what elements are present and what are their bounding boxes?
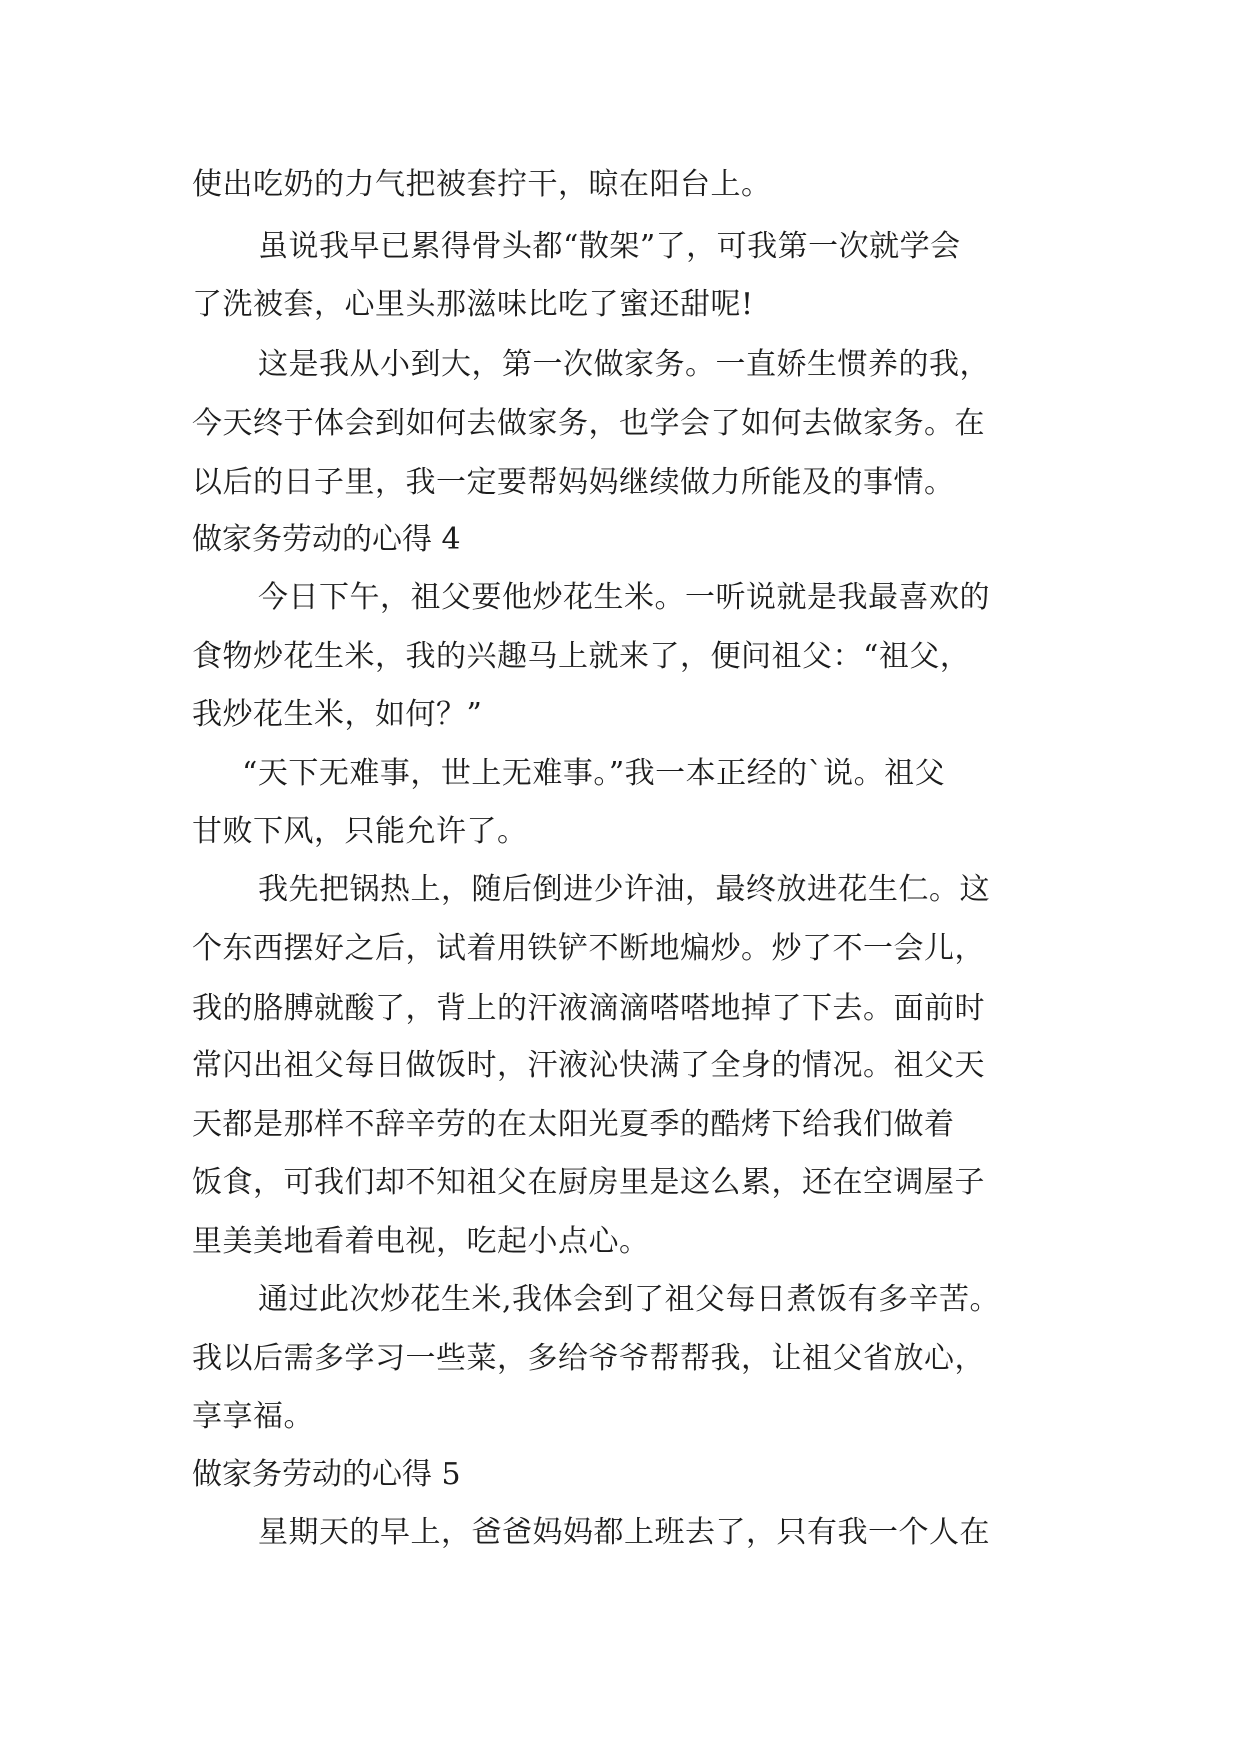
paragraph-line: 个东西摆好之后，试着用铁铲不断地煸炒。炒了不一会儿， xyxy=(192,931,985,966)
section-heading: 做家务劳动的心得 5 xyxy=(192,1457,461,1492)
paragraph-line: 通过此次炒花生米,我体会到了祖父每日煮饭有多辛苦。 xyxy=(258,1282,1001,1317)
paragraph-line: 甘败下风，只能允许了。 xyxy=(192,814,528,849)
paragraph-line: 我炒花生米，如何？” xyxy=(192,697,483,732)
paragraph-line: 常闪出祖父每日做饭时，汗液沁快满了全身的情况。祖父天 xyxy=(192,1048,985,1083)
paragraph-line: 今天终于体会到如何去做家务，也学会了如何去做家务。在 xyxy=(192,406,985,441)
paragraph-line: 了洗被套，心里头那滋味比吃了蜜还甜呢! xyxy=(192,287,754,322)
paragraph-line: 以后的日子里，我一定要帮妈妈继续做力所能及的事情。 xyxy=(192,465,955,500)
paragraph-line: 今日下午，祖父要他炒花生米。一听说就是我最喜欢的 xyxy=(258,580,990,615)
paragraph-line: 我先把锅热上，随后倒进少许油，最终放进花生仁。这 xyxy=(258,872,990,907)
paragraph-line: 星期天的早上，爸爸妈妈都上班去了，只有我一个人在 xyxy=(258,1515,990,1550)
paragraph-line: 里美美地看着电视，吃起小点心。 xyxy=(192,1224,650,1259)
paragraph-line: “天下无难事，世上无难事。”我一本正经的`说。祖父 xyxy=(242,756,946,791)
section-heading: 做家务劳动的心得 4 xyxy=(192,522,461,557)
paragraph-line: 我以后需多学习一些菜，多给爷爷帮帮我，让祖父省放心， xyxy=(192,1341,985,1376)
paragraph-line: 使出吃奶的力气把被套拧干，晾在阳台上。 xyxy=(192,167,772,202)
paragraph-line: 饭食，可我们却不知祖父在厨房里是这么累，还在空调屋子 xyxy=(192,1165,985,1200)
paragraph-line: 天都是那样不辞辛劳的在太阳光夏季的酷烤下给我们做着 xyxy=(192,1107,955,1142)
paragraph-line: 这是我从小到大，第一次做家务。一直娇生惯养的我， xyxy=(258,347,990,382)
paragraph-line: 享享福。 xyxy=(192,1399,314,1434)
paragraph-line: 虽说我早已累得骨头都“散架”了，可我第一次就学会 xyxy=(258,229,961,264)
paragraph-line: 食物炒花生米，我的兴趣马上就来了，便问祖父：“祖父， xyxy=(192,639,971,674)
paragraph-line: 我的胳膊就酸了，背上的汗液滴滴嗒嗒地掉了下去。面前时 xyxy=(192,991,985,1026)
